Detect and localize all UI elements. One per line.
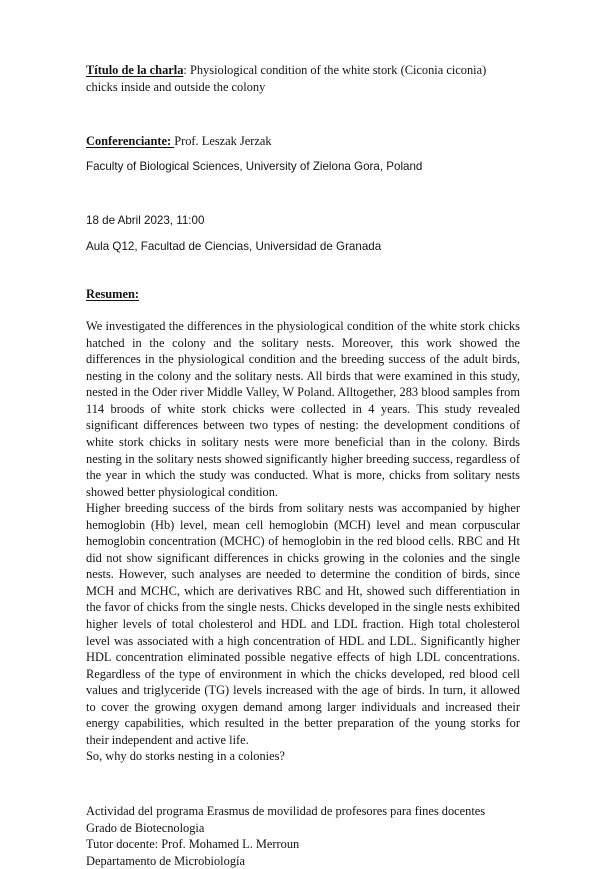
footer-line-4: Departamento de Microbiología: [86, 853, 245, 868]
abstract-paragraph-1: We investigated the differences in the physiological condition of the white stork chicks hatched in the colony and the solitary nests. Moreover, this work showed the differences in the physiological condition and the breeding success of the adult birds, nesting in the colony and the solitary nests. All birds that were examined in this study, nested in the Oder river Middle Valley, W Poland. Alltogether, 283 blood samples from 114 broods of white stork chicks were collected in 4 years. This study revealed significant differences between two types of nesting: the development conditions of white stork chicks in solitary nests were more beneficial than in the colony. Birds nesting in the solitary nests showed significantly higher breeding success, regardless of the year in which the study was conducted. What is more, chicks from solitary nests showed better physiological condition.: [86, 319, 520, 499]
event-datetime: 18 de Abril 2023, 11:00: [86, 214, 205, 228]
spacer-after-title: [86, 95, 520, 133]
footer-line-2: Grado de Biotecnologia: [86, 820, 205, 835]
spacer-after-abstract: [86, 765, 520, 803]
event-section: [86, 213, 520, 255]
footer-line-1: Actividad del programa Erasmus de movilidad de profesores para fines docentes: [86, 803, 486, 818]
talk-title-separator: :: [183, 63, 190, 77]
abstract-section: [86, 286, 520, 765]
event-venue: Aula Q12, Facultad de Ciencias, Universidad de Granada: [86, 239, 382, 253]
spacer-abstract-heading: [86, 302, 520, 318]
spacer-event: [86, 230, 520, 239]
talk-title-label: Título de la charla: [86, 63, 184, 77]
speaker-section: [86, 133, 520, 175]
talk-title-value: Physiological condition of the white stork (Ciconia ciconia) chicks inside and outside the colony: [86, 63, 487, 94]
title-section: [86, 62, 520, 95]
speaker-label: Conferenciante:: [86, 134, 175, 149]
speaker-line: [86, 133, 520, 150]
spacer-after-speaker: [86, 175, 520, 213]
abstract-heading: Resumen:: [86, 286, 139, 301]
footer-section: [86, 803, 520, 869]
footer-line-3: Tutor docente: Prof. Mohamed L. Merroun: [86, 837, 300, 852]
speaker-affiliation: Faculty of Biological Sciences, University of Zielona Gora, Poland: [86, 159, 423, 173]
abstract-heading-line: [86, 286, 520, 303]
spacer-after-event: [86, 256, 520, 286]
abstract-paragraph-3: So, why do storks nesting in a colonies?: [86, 749, 285, 764]
speaker-name: Prof. Leszak Jerzak: [174, 134, 272, 149]
abstract-body: [86, 318, 520, 765]
spacer-speaker-affiliation: [86, 150, 520, 159]
abstract-paragraph-2: Higher breeding success of the birds from solitary nests was accompanied by higher hemoglobin (Hb) level, mean cell hemoglobin (MCH) level and mean corpuscular hemoglobin concentration (MCHC) of hemoglobin in the red blood cells. RBC and Ht did not show significant differences in chicks growing in the colonies and the single nests. However, such analyses are needed to determine the condition of birds, since MCH and MCHC, which are derivatives RBC and Ht, showed such differentiation in the favor of chicks from the single nests. Chicks developed in the single nests exhibited higher levels of total cholesterol and HDL and LDL fraction. High total cholesterol level was associated with a high concentration of HDL and LDL. Significantly higher HDL concentration eliminated possible negative effects of high LDL concentrations. Regardless of the type of environment in which the chicks developed, red blood cell values and triglyceride (TG) levels increased with the age of birds. In turn, it allowed to cover the growing oxygen demand among larger individuals and increased their energy capabilities, which resulted in the better preparation of the young storks for their independent and active life.: [86, 501, 520, 747]
talk-title-line: [86, 62, 520, 95]
